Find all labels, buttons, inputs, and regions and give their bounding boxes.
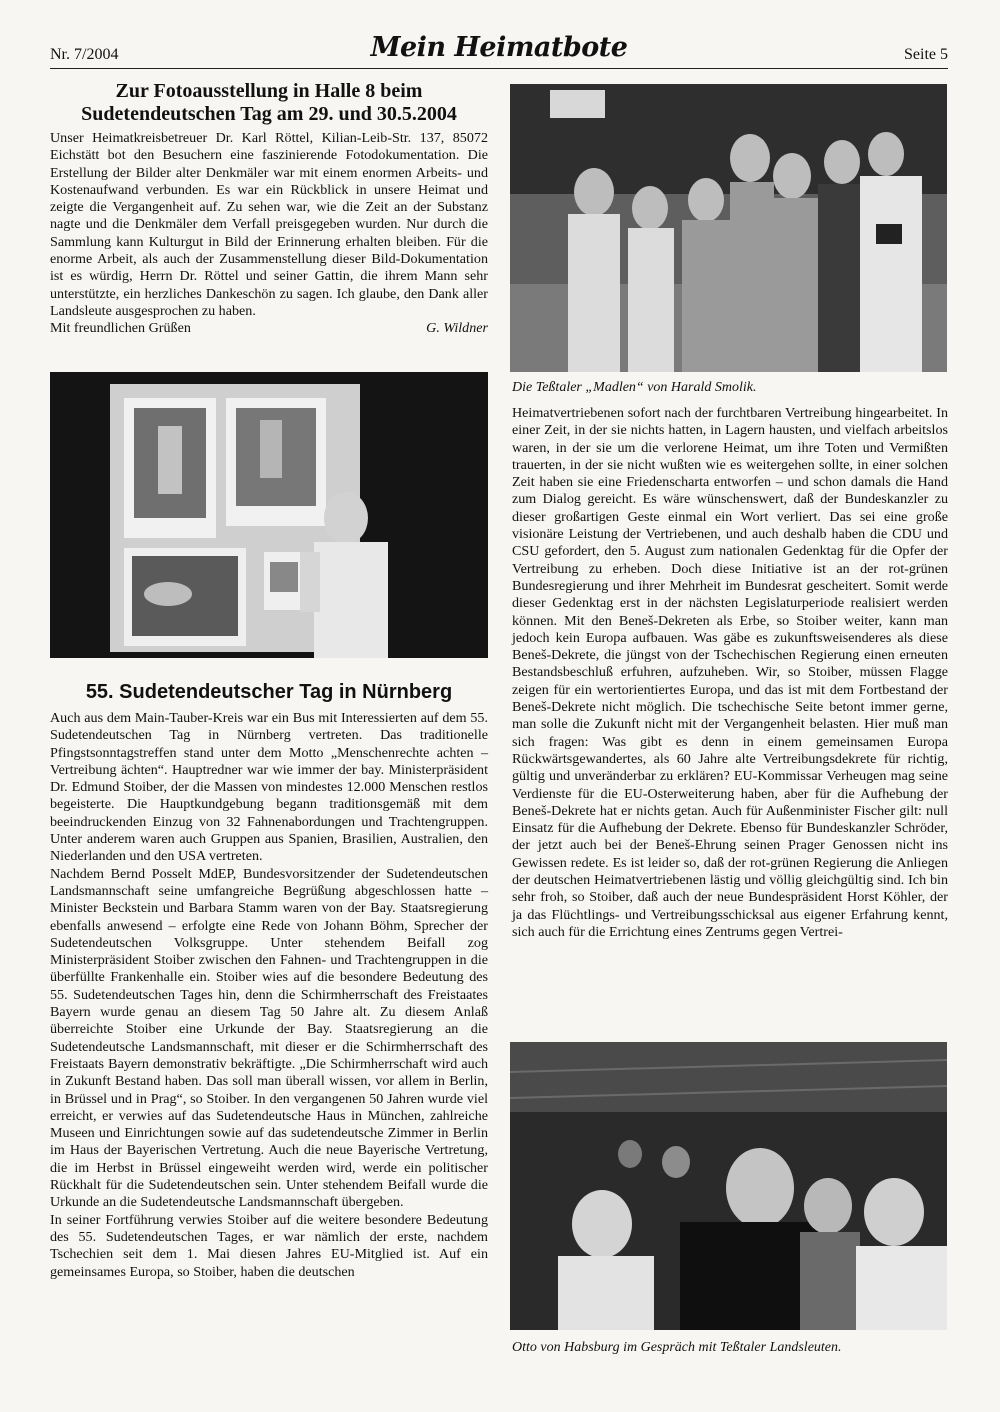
signoff <box>50 320 488 337</box>
header-rule <box>50 68 948 69</box>
article-fotoausstellung <box>50 80 488 338</box>
page-header <box>50 30 948 72</box>
closing: Mit freundlichen Grüßen <box>50 320 191 337</box>
photo-caption-habsburg: Otto von Habsburg im Gespräch mit Teßtaler Landsleuten. <box>512 1340 842 1355</box>
article-title-line2: Sudetendeutschen Tag am 29. und 30.5.2004 <box>81 103 457 125</box>
article2-title: 55. Sudetendeutscher Tag in Nürnberg <box>85 681 453 703</box>
article2-paragraph-1: Auch aus dem Main-Tauber-Kreis war ein Bus mit Interessierten auf dem 55. Sudetendeutschen Tag in Nürnberg vertreten. Das traditionelle Pfingstsonntagstreffen stand unter dem Motto „Menschenrechte achten – Vertreibung ächten“. Hauptredner war wie immer der bay. Ministerpräsident Dr. Edmund Stoiber, der die Massen von mindestes 12.000 Menschen restlos begeisterte. Die Hauptkundgebung begann traditionsgemäß mit dem beeindruckenden Einzug von 32 Fahnenabordungen und Trachtengruppen. Unter anderem waren auch Gruppen aus Spanien, Brasilien, Australien, den Niederlanden und den USA vertreten. <box>50 710 488 865</box>
issue-number: Nr. 7/2004 <box>50 46 119 63</box>
article-sudetendeutscher-tag <box>50 680 488 1281</box>
photo-group-madlen <box>510 84 947 372</box>
photo-caption-madlen: Die Teßtaler „Madlen“ von Harald Smolik. <box>512 380 757 395</box>
author: G. Wildner <box>426 320 488 337</box>
article-body: Unser Heimatkreisbetreuer Dr. Karl Röttel, Kilian-Leib-Str. 137, 85072 Eichstätt bot den Besuchern eine faszinierende Fotodokumentation. Die Erstellung der Bilder alter Denkmäler war mit einem enormen Arbeits- und Kostenaufwand verbunden. Es war ein Rückblick in unsere Heimat und zeigte die Vergangenheit auf. Zu sehen war, wie die Zeit an der Substanz nagte und die Denkmäler dem Verfall preisgegeben wurden. Nur durch die Sammlung kann Kulturgut in Bild der Erinnerung erhalten bleiben. Für die enorme Arbeit, als auch der Zusammenstellung dieser Bild-Dokumentation ist es würdig, Herrn Dr. Röttel und seiner Gattin, die ihrem Mann sehr unterstützte, ein herzliches Dankeschön zu sagen. Ich glaube, den Dank aller Landsleute ausgesprochen zu haben. <box>50 130 488 319</box>
photo-otto-von-habsburg <box>510 1042 947 1330</box>
article2-paragraph-3: In seiner Fortführung verwies Stoiber auf die weitere besondere Bedeutung des 55. Sudetendeutschen Tages, er war nämlich der erste, nachdem Tschechien seit dem 1. Mai diesen Jahres EU-Mitglied ist. Auf ein gemeinsames Europa, so Stoiber, haben die deutschen <box>50 1211 488 1280</box>
article-title <box>50 80 488 126</box>
article2-paragraph-4: Heimatvertriebenen sofort nach der furchtbaren Vertreibung hingearbeitet. In einer Zeit, in der sie nichts hatten, in Lagern hausten, und vielfach arbeitslos waren, in der sie um die verlorene Heimat, um ihre Toten und Vermißten trauerten, in der sie nicht wußten wie es weitergehen sollte, in einer solchen Zeit haben sie eine Friedenscharta entworfen – und schon damals die Hand zum Dialog gereicht. Es wäre wünschenswert, daß der Bundeskanzler zu dieser großartigen Geste einmal ein Wort verliert. Das sei eine große visionäre Leistung der Vertriebenen, und auch deshalb haben die CDU und CSU gefordert, den 5. August zum nationalen Gedenktag für die Opfer der Vertreibung zu erheben. Doch diese Initiative ist an der rot-grünen Bundesregierung und ihrer Mehrheit im Bundesrat gescheitert. Somit werde dieser Gedenktag erst in der nächsten Legislaturperiode realisiert werden können. Mit den Beneš-Dekreten als Erbe, so Stoiber weiter, kann man jedoch kein Europa aufbauen. Was gäbe es zukunftsweisenderes als diese Beneš-Dekrete, die jüngst von der Tschechischen Regierung einen erneuten Bestandsbeschluß erfuhren, aufzuheben. Wir, so Stoiber, müssen Flagge zeigen für ein wertorientiertes Europa, und das ist mit dem Fortbestand der Beneš-Dekrete nicht möglich. Die tschechische Seite betont immer gerne, man solle die Zukunft nicht mit der Vergangenheit belasten. Hier muß man sich fragen: Was gibt es denn in einem gemeinsamen Europa Rückwärtsgewandertes, als 60 Jahre alte Vertreibungsdekrete für richtig, gültig und unveränderbar zu erklären? EU-Kommissar Verheugen mag seine Verdienste für die EU-Osterweiterung haben, aber für die Aufhebung der Beneš-Dekrete hat er nichts getan. Auch für Außenminister Fischer gilt: null Einsatz für die Aufhebung der Dekrete. Ebenso für Bundeskanzler Schröder, der jetzt auch bei der Beneš-Ehrung seinen Prager Genossen nicht ins Gewissen redete. Es ist leider so, daß der rot-grünen Regierung die Anliegen der deutschen Heimatvertriebenen lästig und völlig gleichgültig sind. Ich bin sehr froh, so Stoiber, daß auch der neue Bundespräsident Horst Köhler, der ja das Flüchtlings- und Vertreibungsschicksal aus eigener Erfahrung kennt, sich auch für die Errichtung eines Zentrums gegen Vertrei- <box>512 405 948 940</box>
article2-paragraph-2: Nachdem Bernd Posselt MdEP, Bundesvorsitzender der Sudetendeutschen Landsmannschaft seine umfangreiche Begrüßung abgeschlossen hatte – Minister Beckstein und Barbara Stamm waren von der Bay. Staatsregierung ebenfalls anwesend – erfolgte eine Rede von Johann Böhm, Sprecher der Sudetendeutschen Volksgruppe. Unter stehendem Beifall zog Ministerpräsident Stoiber zwischen den Fahnen- und Trachtengruppen in die überfüllte Frankenhalle ein. Stoiber wies auf die besondere Bedeutung des 55. Sudetendeutschen Tages hin, denn die Schirmherrschaft des Freistaates Bayern wurde genau an diesem Tag 50 Jahre alt. Zu diesem Anlaß überreichte Stoiber eine Urkunde der Bay. Staatsregierung an die Sudetendeutsche Landsmannschaft, mit dieser er die Schirmherrschaft des Freistaats Bayern demonstrativ bekräftigte. „Die Schirmherrschaft wird auch in Zukunft Bestand haben. Das soll man überall wissen, vor allem in Berlin, in Brüssel und in Prag“, so Stoiber. In den vergangenen 50 Jahren wurde viel erreicht, er verwies auf das Sudetendeutsche Haus in München, zahlreiche Museen und Einrichtungen sowie auf das sudetendeutsche Zimmer in Berlin im Haus der Bayerischen Vertretung. Auch die neue Bayerische Vertretung, die im Herbst in Brüssel eingeweiht werden wird, werde ein politischer Rückhalt für die Sudetendeutschen sein. Unter stehendem Beifall wurde die Urkunde an die Sudetendeutsche Landsmannschaft übergeben. <box>50 865 488 1211</box>
article2-continuation <box>512 405 948 941</box>
page-number: Seite 5 <box>904 46 948 63</box>
masthead: Mein Heimatbote <box>370 32 628 63</box>
article-title-line1: Zur Fotoausstellung in Halle 8 beim <box>115 80 423 102</box>
photo-exhibition <box>50 372 488 658</box>
